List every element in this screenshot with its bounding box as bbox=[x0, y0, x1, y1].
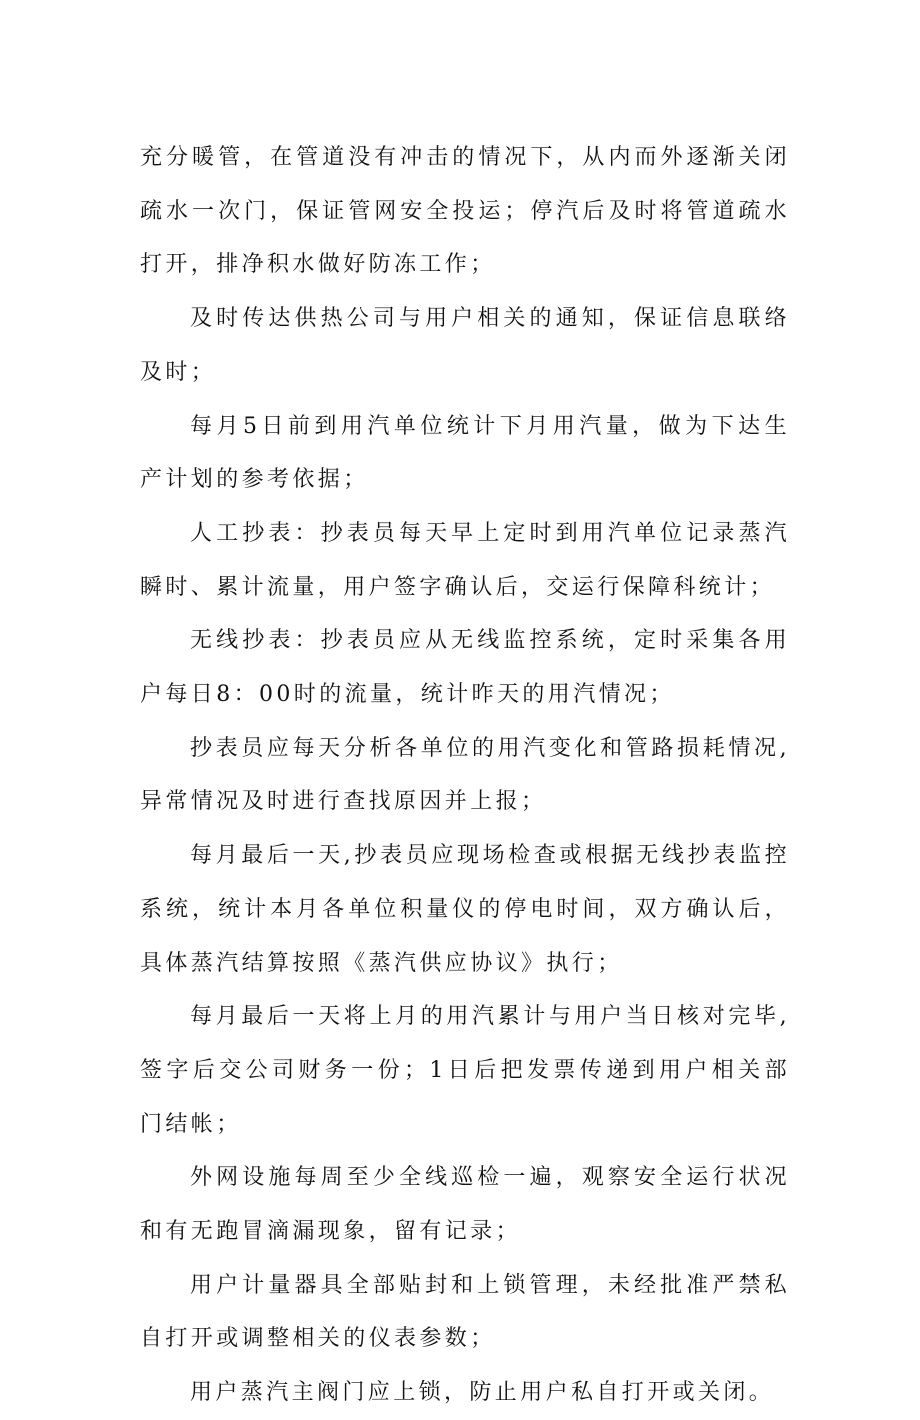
paragraph-9: 外网设施每周至少全线巡检一遍，观察安全运行状况和有无跑冒滴漏现象，留有记录； bbox=[140, 1165, 790, 1245]
paragraph-8: 每月最后一天将上月的用汽累计与用户当日核对完毕,签字后交公司财务一份；1日后把发票传递到用户相关部门结帐； bbox=[140, 1004, 790, 1137]
paragraph-6: 抄表员应每天分析各单位的用汽变化和管路损耗情况,异常情况及时进行查找原因并上报； bbox=[140, 735, 790, 815]
paragraph-10: 用户计量器具全部贴封和上锁管理，未经批准严禁私自打开或调整相关的仪表参数； bbox=[140, 1272, 790, 1352]
paragraph-11: 用户蒸汽主阀门应上锁，防止用户私自打开或关闭。 bbox=[190, 1380, 775, 1406]
paragraph-1: 充分暖管，在管道没有冲击的情况下，从内而外逐渐关闭疏水一次门，保证管网安全投运；停汽后及时将管道疏水打开，排净积水做好防冻工作； bbox=[140, 145, 790, 278]
paragraph-5: 无线抄表：抄表员应从无线监控系统，定时采集各用户每日8：00时的流量，统计昨天的用汽情况； bbox=[140, 628, 790, 708]
paragraph-3: 每月5日前到用汽单位统计下月用汽量，做为下达生产计划的参考依据； bbox=[140, 413, 790, 493]
paragraph-4: 人工抄表：抄表员每天早上定时到用汽单位记录蒸汽瞬时、累计流量，用户签字确认后，交运行保障科统计； bbox=[140, 520, 790, 600]
document-body bbox=[140, 131, 790, 1420]
paragraph-7: 每月最后一天,抄表员应现场检查或根据无线抄表监控系统，统计本月各单位积量仪的停电时间，双方确认后，具体蒸汽结算按照《蒸汽供应协议》执行； bbox=[140, 843, 790, 976]
paragraph-2: 及时传达供热公司与用户相关的通知，保证信息联络及时； bbox=[140, 306, 790, 385]
